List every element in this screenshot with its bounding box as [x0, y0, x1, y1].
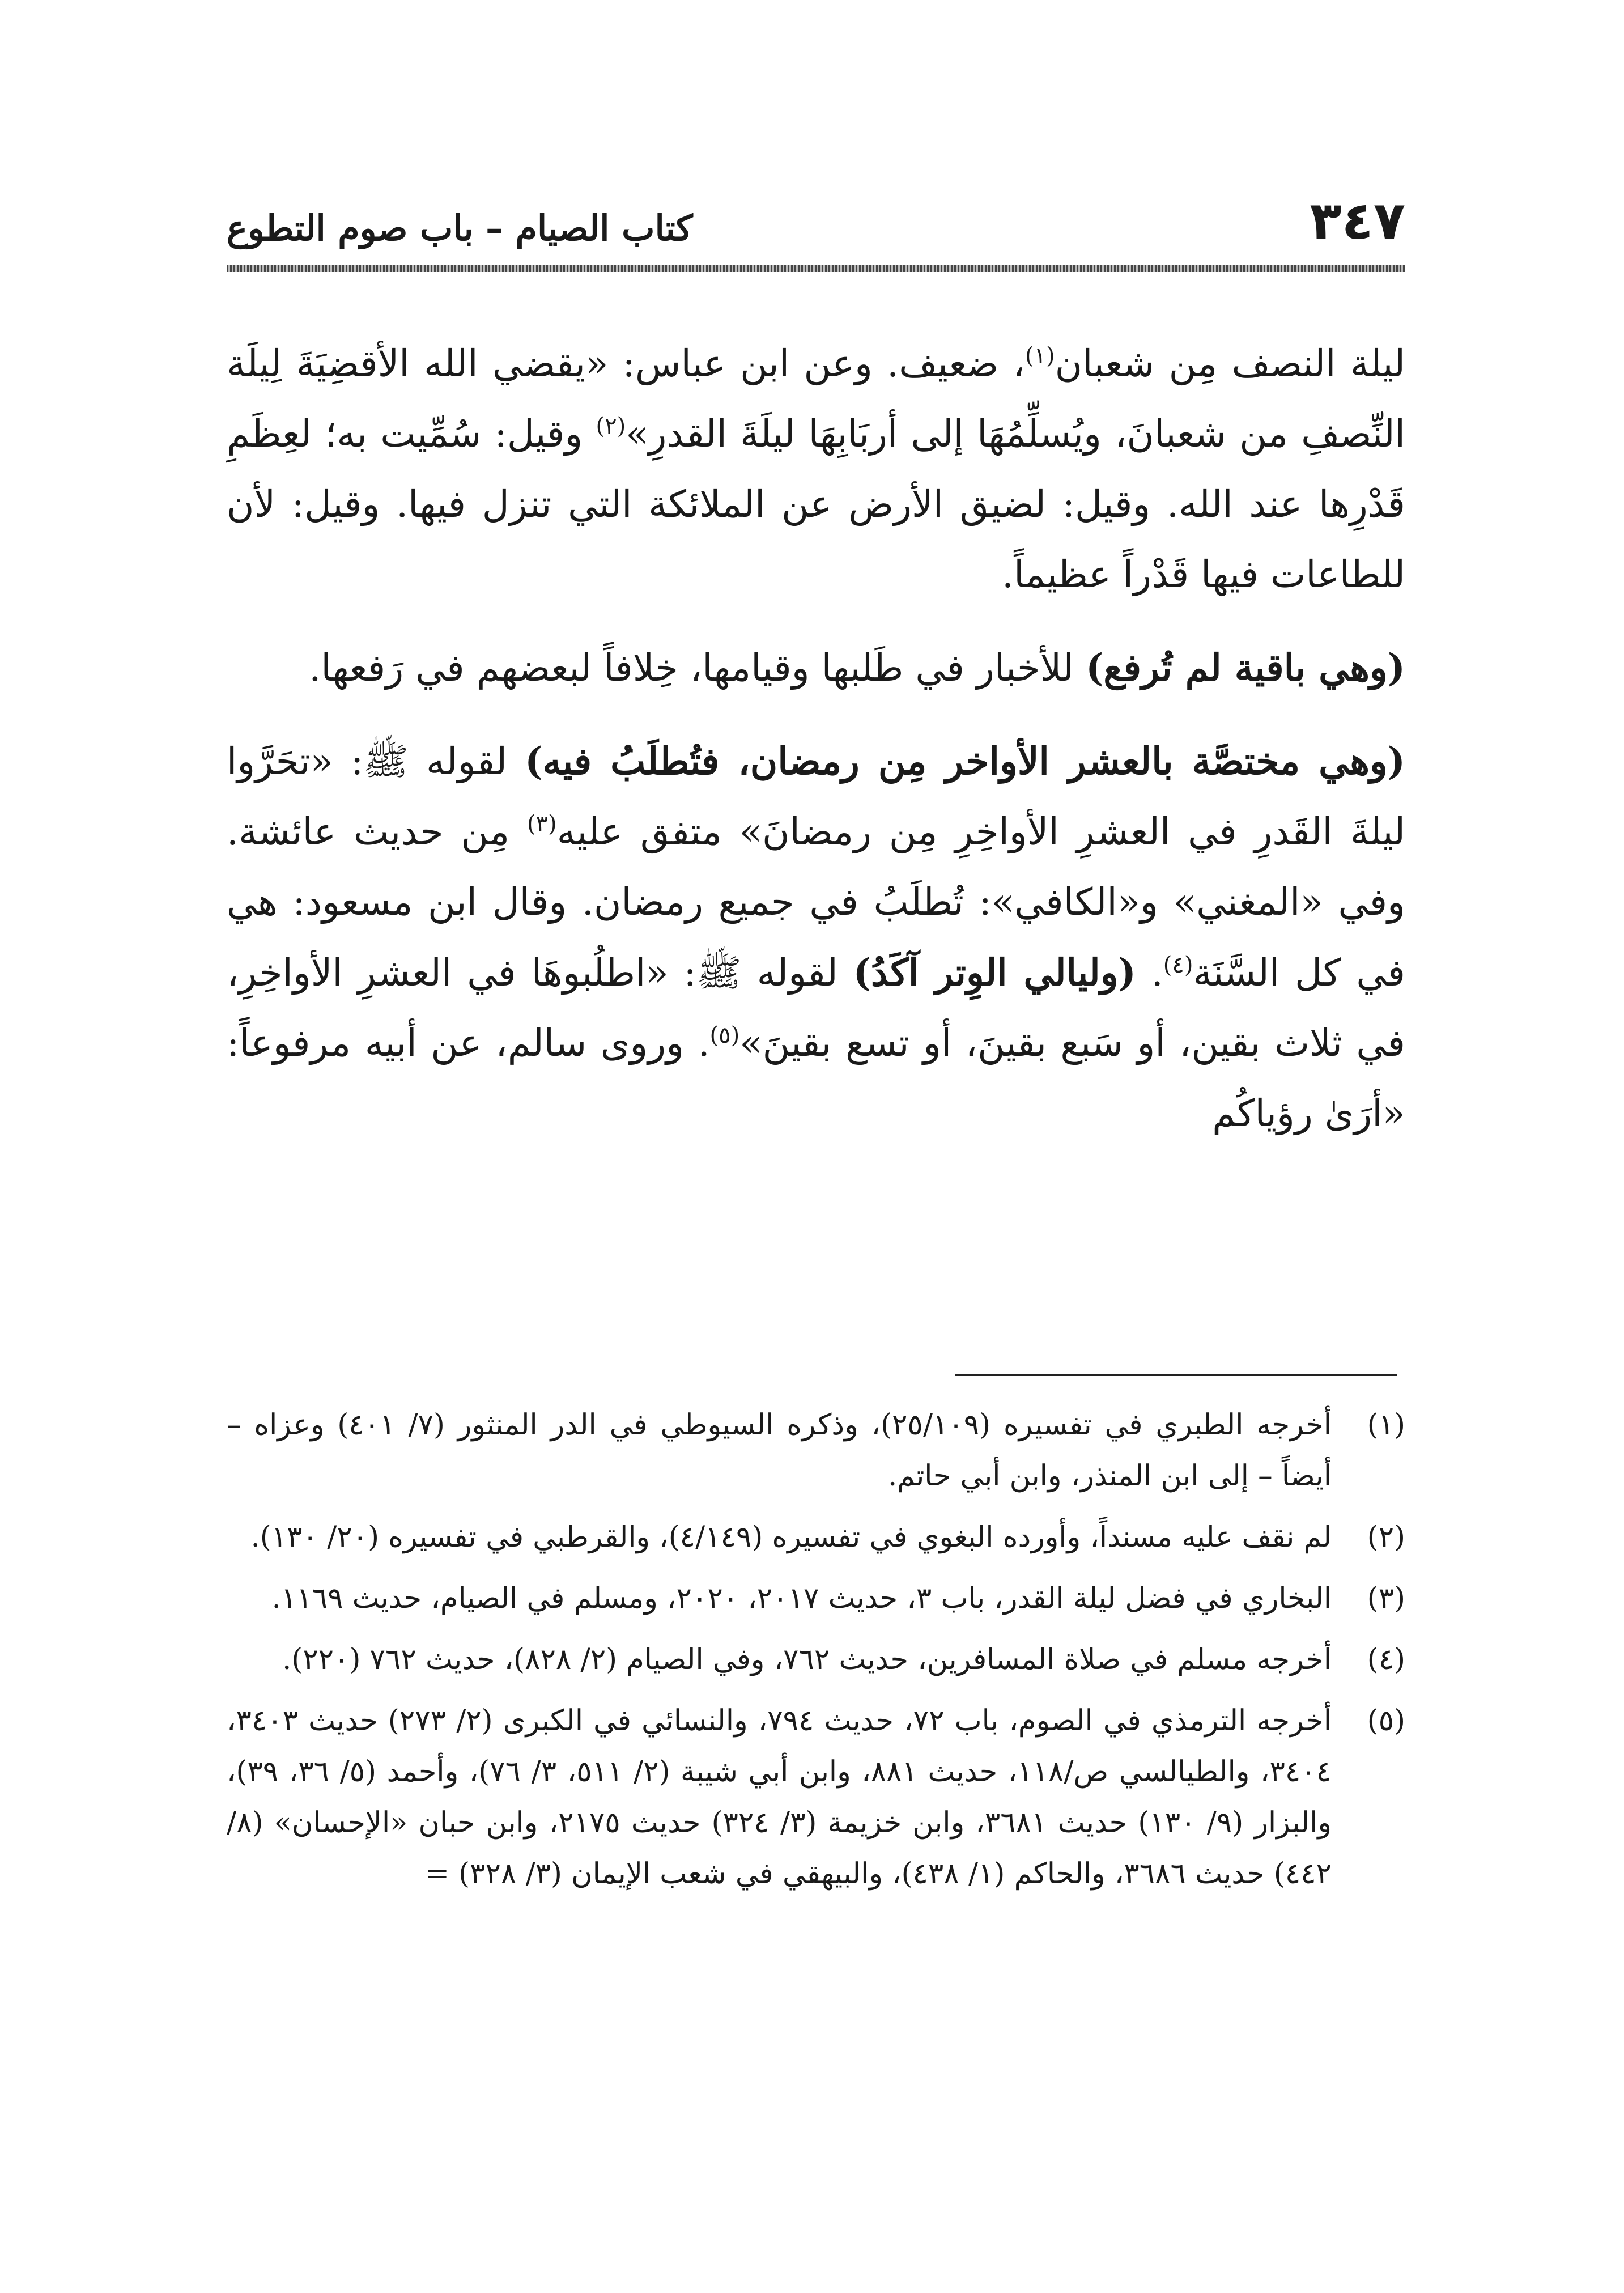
footnote-ref: (٣) [526, 811, 557, 837]
footnote-text: أخرجه الترمذي في الصوم، باب ٧٢، حديث ٧٩٤، والنسائي في الكبرى (٢/ ٢٧٣) حديث ٣٤٠٣، ٣٤٠٤، والطيالسي ص/١١٨، حديث ٨٨١، وابن أبي شيبة (٢/ ٥١١، ٣/ ٧٦)، وأحمد (٥/ ٣٦، ٣٩)، والبزار (٩/ ١٣٠) حديث ٣٦٨١، وابن خزيمة (٣/ ٣٢٤) حديث ٢١٧٥، وابن حبان «الإحسان» (٨/ ٤٤٢) حديث ٣٦٨٦، والحاكم (١/ ٤٣٨)، والبيهقي في شعب الإيمان (٣/ ٣٢٨) = [227, 1704, 1332, 1891]
header-rule [227, 265, 1405, 272]
page-header [227, 187, 1405, 266]
footnote-text: أخرجه مسلم في صلاة المسافرين، حديث ٧٦٢، وفي الصيام (٢/ ٨٢٨)، حديث ٧٦٢ (٢٢٠). [282, 1643, 1332, 1676]
footnote-number: (٤) [1367, 1643, 1405, 1676]
text-span: مِن حديث عائشة. وفي «المغني» و«الكافي»: تُطلَبُ في جميع رمضان. وقال ابن مسعود: هي في كل السَّنَة [227, 810, 1405, 995]
footnote-number: (٣) [1367, 1582, 1405, 1615]
text-span: . [1136, 951, 1163, 995]
footnote-separator [955, 1374, 1397, 1376]
footnote-ref: (٢) [596, 413, 626, 439]
text-span: لقوله ﷺ: «اطلُبوهَا في العشرِ الأواخِرِ، في ثلاث بقين، أو سَبع بقينَ، أو تسع بقينَ» [227, 951, 1405, 1065]
text-span: للأخبار في طَلبها وقيامها، خِلافاً لبعضهم في رَفعها. [309, 646, 1086, 690]
footnote-ref: (١) [1024, 343, 1055, 369]
footnote [227, 1573, 1405, 1624]
text-span: ، ضعيف. وعن ابن عباس: «يقضي الله الأقضِيَةَ لِيلَة النِّصفِ من شعبانَ، ويُسلِّمُهَا إلى أربَابِهَا ليلَةَ القدرِ» [227, 342, 1406, 456]
page-number: ٣٤٧ [1310, 190, 1405, 251]
text-span: وقيل: سُمِّيت به؛ لعِظَمِ قَدْرِها عند الله. وقيل: لضيق الأرض عن الملائكة التي تنزل فيها. وقيل: لأن للطاعات فيها قَدْراً عظيماً. [227, 412, 1405, 596]
footnote-ref: (٤) [1163, 952, 1193, 978]
paragraph-1 [227, 329, 1405, 610]
text-span: . وروى سالم، عن أبيه مرفوعاً: «أرَىٰ رؤياكُم [227, 1021, 1405, 1135]
footnote-number: (٢) [1367, 1521, 1405, 1554]
matn-text: (وهي مختصَّة بالعشر الأواخر مِن رمضان، فتُطلَبُ فيه) [525, 739, 1406, 783]
main-text [227, 329, 1405, 1149]
footnote [227, 1634, 1405, 1685]
footnote [227, 1400, 1405, 1502]
paragraph-3 [227, 726, 1405, 1149]
footnote [227, 1696, 1405, 1900]
footnote-number: (٥) [1367, 1704, 1405, 1738]
text-span: لقوله ﷺ: «تحَرَّوا ليلةَ القَدرِ في العشرِ الأواخِرِ مِن رمضانَ» متفق عليه [227, 740, 1405, 853]
text-span: ليلة النصف مِن شعبان [1055, 342, 1406, 385]
footnote-number: (١) [1367, 1408, 1405, 1442]
running-title: كتاب الصيام – باب صوم التطوع [227, 207, 693, 249]
matn-text: (وليالي الوِتر آكَدُ) [853, 950, 1136, 995]
footnote [227, 1512, 1405, 1563]
footnote-text: لم نقف عليه مسنداً، وأورده البغوي في تفسيره (٤/١٤٩)، والقرطبي في تفسيره (٢٠/ ١٣٠). [250, 1521, 1332, 1554]
paragraph-2 [227, 632, 1405, 703]
footnote-ref: (٥) [709, 1022, 740, 1048]
footnotes [227, 1400, 1405, 1910]
footnote-text: البخاري في فضل ليلة القدر، باب ٣، حديث ٢٠١٧، ٢٠٢٠، ومسلم في الصيام، حديث ١١٦٩. [271, 1582, 1332, 1615]
matn-text: (وهي باقية لم تُرفع) [1086, 646, 1405, 690]
footnote-text: أخرجه الطبري في تفسيره (٢٥/١٠٩)، وذكره السيوطي في الدر المنثور (٧/ ٤٠١) وعزاه – أيضاً – إلى ابن المنذر، وابن أبي حاتم. [227, 1408, 1332, 1493]
